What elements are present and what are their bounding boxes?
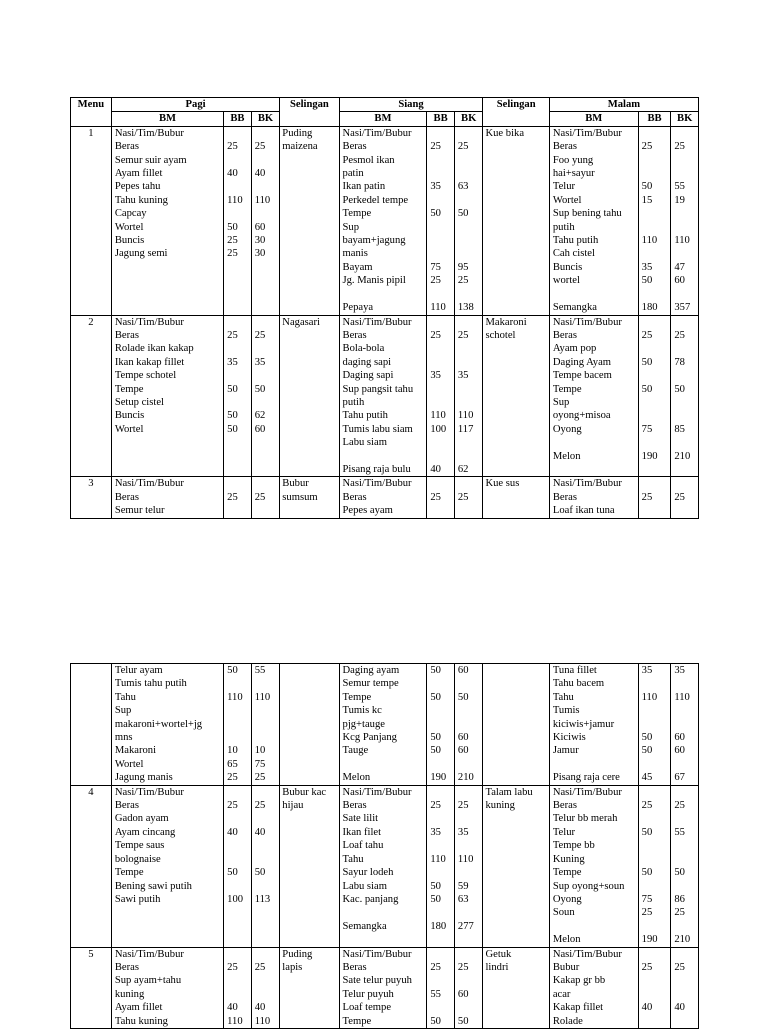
malam-bb-cell: 25 50 50 75 25 190 <box>638 785 671 947</box>
header-pagi: Pagi <box>111 98 279 112</box>
siang-bb-cell: 25 35 110 100 40 <box>427 315 455 477</box>
malam-bk-cell: 25 55 19 110 47 60 357 <box>671 126 699 315</box>
header-menu: Menu <box>71 98 112 127</box>
header-bm: BM <box>111 112 223 126</box>
pagi-bb-cell: 50 110 10 65 25 <box>224 664 252 786</box>
table-body-top <box>71 126 699 518</box>
malam-bb-cell: 25 50 15 110 35 50 180 <box>638 126 671 315</box>
siang-bb-cell: 25 35 110 50 50 180 <box>427 785 455 947</box>
selingan-pagi-cell: Bubur kac hijau <box>280 785 339 947</box>
selingan-pagi-cell: Puding maizena <box>280 126 339 315</box>
header-selingan: Selingan <box>483 98 549 127</box>
header-bb: BB <box>224 112 252 126</box>
malam-bm-cell: Nasi/Tim/Bubur Beras Foo yung hai+sayur Telur Wortel Sup bening tahu putih Tahu putih Cah cistel Buncis wortel Semangka <box>549 126 638 315</box>
menu-number: 5 <box>71 947 112 1028</box>
malam-bm-cell: Nasi/Tim/Bubur Beras Ayam pop Daging Ayam Tempe bacem Tempe Sup oyong+misoa Oyong Melon <box>549 315 638 477</box>
malam-bm-cell: Nasi/Tim/Bubur Beras Loaf ikan tuna <box>549 477 638 518</box>
malam-bb-cell: 25 <box>638 477 671 518</box>
menu-number <box>71 664 112 786</box>
menu-number: 3 <box>71 477 112 518</box>
pagi-bm-cell: Nasi/Tim/Bubur Beras Semur suir ayam Ayam fillet Pepes tahu Tahu kuning Capcay Wortel Buncis Jagung semi <box>111 126 223 315</box>
malam-bm-cell: Nasi/Tim/Bubur Bubur Kakap gr bb acar Kakap fillet Rolade <box>549 947 638 1028</box>
header-bb: BB <box>427 112 455 126</box>
pagi-bb-cell: 25 40 110 <box>224 947 252 1028</box>
menu-number: 1 <box>71 126 112 315</box>
header-bb: BB <box>638 112 671 126</box>
menu-table-top <box>70 97 699 519</box>
selingan-siang-cell: Kue sus <box>483 477 549 518</box>
table-body-bottom <box>71 664 699 1029</box>
selingan-siang-cell: Getuk lindri <box>483 947 549 1028</box>
malam-bk-cell: 25 78 50 85 210 <box>671 315 699 477</box>
siang-bm-cell: Nasi/Tim/Bubur Beras Sate lilit Ikan filet Loaf tahu Tahu Sayur lodeh Labu siam Kac. panjang Semangka <box>339 785 427 947</box>
header-malam: Malam <box>549 98 698 112</box>
menu-number: 4 <box>71 785 112 947</box>
siang-bb-cell: 25 <box>427 477 455 518</box>
table-row <box>71 315 699 477</box>
siang-bm-cell: Daging ayam Semur tempe Tempe Tumis kc pjg+tauge Kcg Panjang Tauge Melon <box>339 664 427 786</box>
siang-bb-cell: 50 50 50 50 190 <box>427 664 455 786</box>
table-row <box>71 664 699 786</box>
siang-bk-cell: 25 60 50 <box>454 947 483 1028</box>
header-bk: BK <box>251 112 280 126</box>
header-bk: BK <box>671 112 699 126</box>
selingan-siang-cell: Talam labu kuning <box>483 785 549 947</box>
selingan-siang-cell: Kue bika <box>483 126 549 315</box>
pagi-bk-cell: 25 40 50 113 <box>251 785 280 947</box>
header-bm: BM <box>339 112 427 126</box>
menu-number: 2 <box>71 315 112 477</box>
header-row-columns <box>71 112 699 126</box>
pagi-bb-cell: 25 <box>224 477 252 518</box>
pagi-bb-cell: 25 40 50 100 <box>224 785 252 947</box>
malam-bk-cell: 35 110 60 60 67 <box>671 664 699 786</box>
pagi-bm-cell: Nasi/Tim/Bubur Beras Semur telur <box>111 477 223 518</box>
table-row <box>71 947 699 1028</box>
malam-bk-cell: 25 <box>671 477 699 518</box>
malam-bk-cell: 25 40 <box>671 947 699 1028</box>
selingan-pagi-cell: Puding lapis <box>280 947 339 1028</box>
siang-bk-cell: 25 63 50 95 25 138 <box>454 126 483 315</box>
pagi-bm-cell: Nasi/Tim/Bubur Beras Gadon ayam Ayam cincang Tempe saus bolognaise Tempe Bening sawi putih Sawi putih <box>111 785 223 947</box>
pagi-bm-cell: Nasi/Tim/Bubur Beras Sup ayam+tahu kuning Ayam fillet Tahu kuning <box>111 947 223 1028</box>
pagi-bk-cell: 25 35 50 62 60 <box>251 315 280 477</box>
malam-bb-cell: 25 50 50 75 190 <box>638 315 671 477</box>
pagi-bk-cell: 55 110 10 75 25 <box>251 664 280 786</box>
malam-bm-cell: Tuna fillet Tahu bacem Tahu Tumis kiciwis+jamur Kiciwis Jamur Pisang raja cere <box>549 664 638 786</box>
siang-bm-cell: Nasi/Tim/Bubur Beras Sate telur puyuh Telur puyuh Loaf tempe Tempe <box>339 947 427 1028</box>
header-selingan: Selingan <box>280 98 339 127</box>
table-row <box>71 477 699 518</box>
siang-bm-cell: Nasi/Tim/Bubur Beras Pesmol ikan patin Ikan patin Perkedel tempe Tempe Sup bayam+jagung manis Bayam Jg. Manis pipil Pepaya <box>339 126 427 315</box>
siang-bm-cell: Nasi/Tim/Bubur Beras Pepes ayam <box>339 477 427 518</box>
malam-bb-cell: 25 40 <box>638 947 671 1028</box>
siang-bk-cell: 25 <box>454 477 483 518</box>
menu-table-bottom <box>70 663 699 1029</box>
header-bm: BM <box>549 112 638 126</box>
pagi-bm-cell: Telur ayam Tumis tahu putih Tahu Sup makaroni+wortel+jg mns Makaroni Wortel Jagung manis <box>111 664 223 786</box>
pagi-bm-cell: Nasi/Tim/Bubur Beras Rolade ikan kakap Ikan kakap fillet Tempe schotel Tempe Setup cistel Buncis Wortel <box>111 315 223 477</box>
header-siang: Siang <box>339 98 483 112</box>
header-bk: BK <box>454 112 483 126</box>
pagi-bk-cell: 25 40 110 <box>251 947 280 1028</box>
siang-bk-cell: 60 50 60 60 210 <box>454 664 483 786</box>
selingan-pagi-cell: Nagasari <box>280 315 339 477</box>
pagi-bb-cell: 25 40 110 50 25 25 <box>224 126 252 315</box>
siang-bb-cell: 25 55 50 <box>427 947 455 1028</box>
siang-bk-cell: 25 35 110 59 63 277 <box>454 785 483 947</box>
malam-bm-cell: Nasi/Tim/Bubur Beras Telur bb merah Telur Tempe bb Kuning Tempe Sup oyong+soun Oyong Soun Melon <box>549 785 638 947</box>
siang-bm-cell: Nasi/Tim/Bubur Beras Bola-bola daging sapi Daging sapi Sup pangsit tahu putih Tahu putih Tumis labu siam Labu siam Pisang raja bulu <box>339 315 427 477</box>
malam-bb-cell: 35 110 50 50 45 <box>638 664 671 786</box>
pagi-bk-cell: 25 40 110 60 30 30 <box>251 126 280 315</box>
table-row <box>71 785 699 947</box>
selingan-siang-cell <box>483 664 549 786</box>
pagi-bb-cell: 25 35 50 50 50 <box>224 315 252 477</box>
selingan-siang-cell: Makaroni schotel <box>483 315 549 477</box>
table-row <box>71 126 699 315</box>
pagi-bk-cell: 25 <box>251 477 280 518</box>
header-row-meals <box>71 98 699 112</box>
siang-bb-cell: 25 35 50 75 25 110 <box>427 126 455 315</box>
selingan-pagi-cell: Bubur sumsum <box>280 477 339 518</box>
siang-bk-cell: 25 35 110 117 62 <box>454 315 483 477</box>
malam-bk-cell: 25 55 50 86 25 210 <box>671 785 699 947</box>
selingan-pagi-cell <box>280 664 339 786</box>
